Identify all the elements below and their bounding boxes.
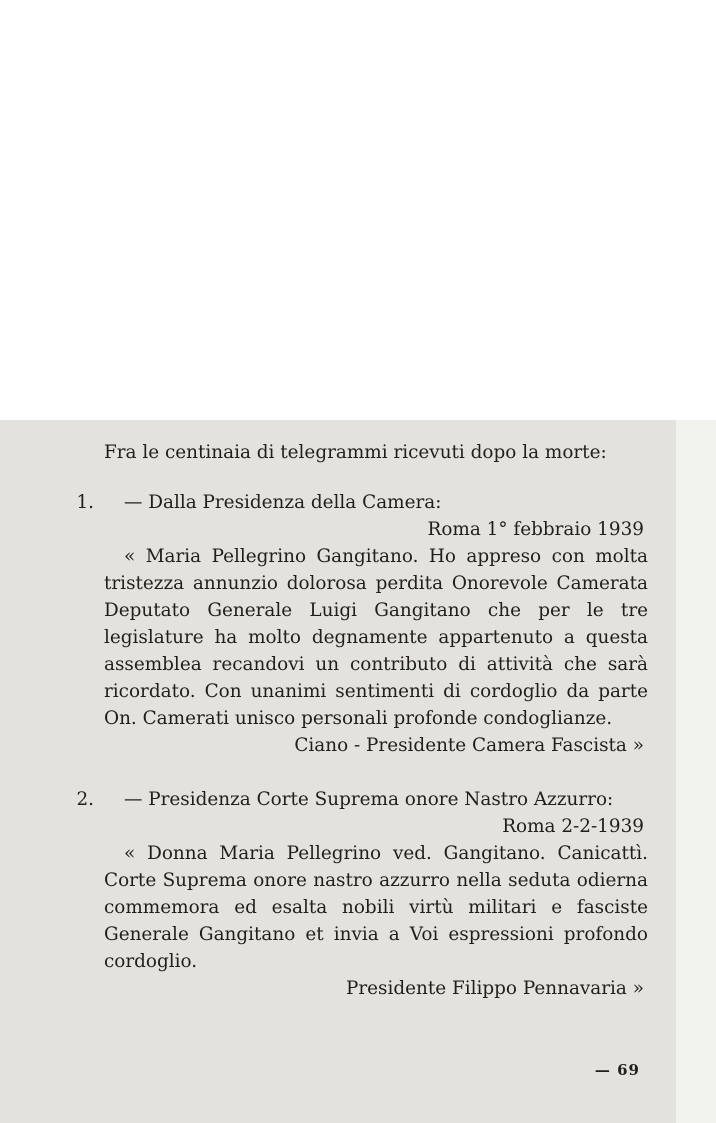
entry-dateline: Roma 2-2-1939 xyxy=(502,816,644,837)
entry-signature: Ciano - Presidente Camera Fascista » xyxy=(294,735,644,756)
entry-signature: Presidente Filippo Pennavaria » xyxy=(345,978,644,999)
entry-heading xyxy=(76,786,648,813)
entry-sender: — Presidenza Corte Suprema onore Nastro Azzurro: xyxy=(124,789,614,810)
entry-heading xyxy=(76,489,648,516)
entry-dateline: Roma 1° febbraio 1939 xyxy=(427,519,644,540)
entry-body: « Maria Pellegrino Gangitano. Ho appreso con molta tristezza annunzio dolorosa perdita Onorevole Camerata Deputato Generale Luigi Gangitano che per le tre legislature ha molto degnamente appartenuto a questa assemblea recandovi un contributo di attività che sarà ricordato. Con unanimi sentimenti di cordoglio da parte On. Camerati unisco personali profonde condoglianze. xyxy=(104,546,648,729)
entry-number: 1. xyxy=(76,492,94,513)
entry-sender: — Dalla Presidenza della Camera: xyxy=(124,492,442,513)
page-number: — 69 xyxy=(594,1061,640,1079)
telegram-text-block xyxy=(76,435,648,1002)
telegram-entry-2 xyxy=(76,786,648,1002)
entry-number: 2. xyxy=(76,789,94,810)
telegram-entry-1 xyxy=(76,489,648,759)
entry-body: « Donna Maria Pellegrino ved. Gangitano. Canicattì. Corte Suprema onore nastro azzurro nella seduta odierna commemora ed esalta nobili virtù militari e fasciste Generale Gangitano et invia a Voi espressioni profondo cordoglio. xyxy=(104,843,648,972)
intro-line: Fra le centinaia di telegrammi ricevuti dopo la morte: xyxy=(104,442,607,463)
